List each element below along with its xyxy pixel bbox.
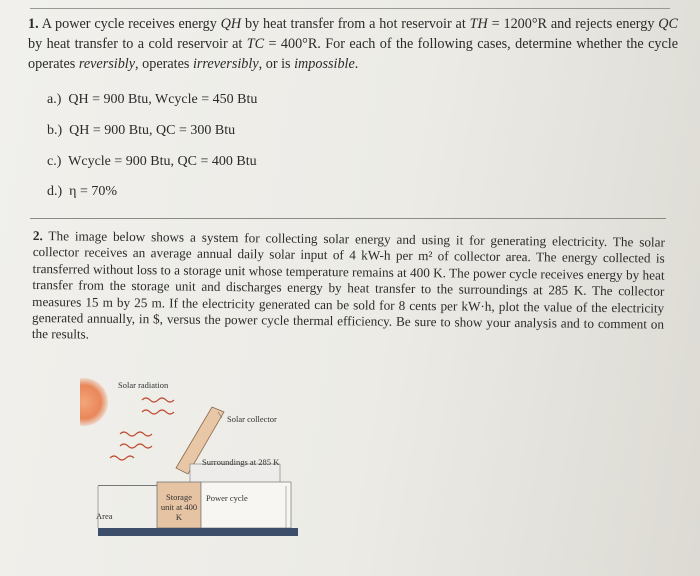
case-a: a.) QH = 900 Btu, Wcycle = 450 Btu	[47, 92, 258, 107]
case-b: b.) QH = 900 Btu, QC = 300 Btu	[47, 123, 236, 138]
label-power-cycle: Power cycle	[206, 493, 248, 503]
case-c: c.) Wcycle = 900 Btu, QC = 400 Btu	[47, 154, 257, 169]
radiation-rays-icon	[110, 398, 174, 460]
case-d: d.) η = 70%	[47, 184, 118, 199]
label-area: Area	[96, 511, 113, 521]
solar-system-figure	[80, 372, 320, 547]
figure-drawing	[80, 372, 320, 547]
label-solar-radiation: Solar radiation	[118, 380, 169, 390]
section-divider	[30, 218, 666, 219]
top-rule	[30, 8, 670, 9]
term-irreversibly: irreversibly	[192, 56, 259, 72]
problem-1-number: 1.	[28, 16, 39, 32]
label-surroundings: Surroundings at 285 K	[202, 457, 280, 467]
problem-2-number: 2.	[32, 228, 43, 244]
sun-icon	[80, 378, 108, 426]
problem-2-text: 2. The image below shows a system for collecting solar energy and using it for generating electricity. The solar collector receives an average annual daily solar input of 4 kW-h per m² of collector area. The energy collected is transferred without loss to a storage unit whose temperature remains at 400 K. The power cycle receives energy by heat transfer from the storage unit and discharges energy by heat transfer to the surroundings at 285 K. The collector measures 15 m by 25 m. If the electricity generated can be sold for 8 cents per kW·h, plot the value of the electricity generated annually, in $, versus the power cycle thermal efficiency. Be sure to show your analysis and to comment on the results.	[31, 228, 665, 343]
term-reversibly: reversibly	[78, 56, 136, 72]
problem-1-text: 1. A power cycle receives energy QH by heat transfer from a hot reservoir at TH = 1200°R and rejects energy QC by heat transfer to a cold reservoir at TC = 400°R. For each of the following cases, determine whether the cycle operates reversibly, operates irreversibly, or is impossible.	[28, 16, 678, 72]
label-storage-unit: Storage unit at 400 K	[160, 492, 198, 522]
ground-base	[98, 528, 298, 536]
power-cycle-box	[201, 482, 291, 528]
term-impossible: impossible	[294, 56, 355, 72]
label-solar-collector: Solar collector	[227, 414, 277, 424]
